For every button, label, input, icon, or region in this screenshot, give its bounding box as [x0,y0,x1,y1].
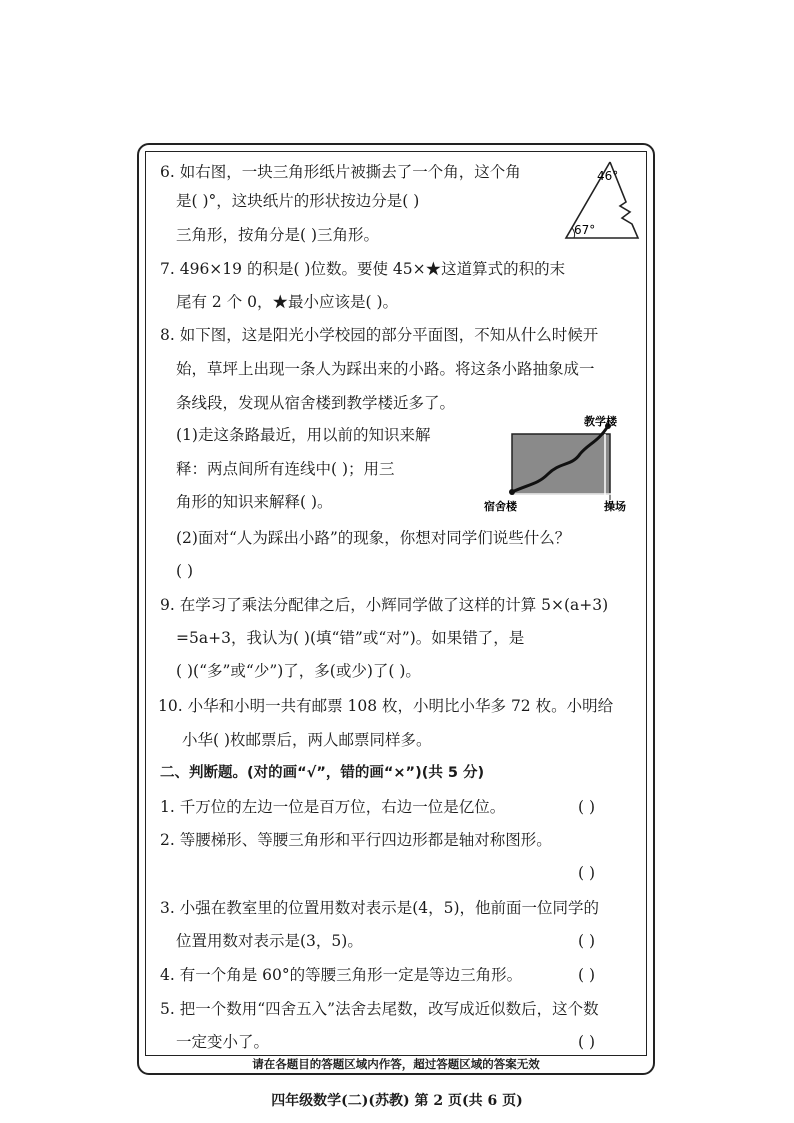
judge-3-text-2: 位置用数对表示是(3，5)。 [176,932,363,950]
judge-2-answer: ( ) [578,864,596,882]
triangle-angle-top: 46° [597,169,619,183]
judge-4-answer: ( ) [578,966,596,984]
judge-4-text: 4. 有一个角是 60°的等腰三角形一定是等边三角形。 [160,966,523,984]
judge-1-text: 1. 千万位的左边一位是百万位，右边一位是亿位。 [160,798,506,816]
q10-line-1: 10. 小华和小明一共有邮票 108 枚，小明比小华多 72 枚。小明给 [158,697,614,715]
campus-map-figure [480,414,640,516]
q9-line-3: ( )(“多”或“少”)了，多(或少)了( )。 [176,662,421,680]
q9-line-1: 9. 在学习了乘法分配律之后，小辉同学做了这样的计算 5×(a+3) [160,596,609,614]
q8-line-1: 8. 如下图，这是阳光小学校园的部分平面图，不知从什么时候开 [160,326,599,344]
q8-line-5: 释：两点间所有连线中( )；用三 [176,460,395,478]
q6-line-1: 6. 如右图，一块三角形纸片被撕去了一个角，这个角 [160,163,521,181]
label-playground: 操场 [604,500,626,513]
q9-line-2: =5a+3，我认为( )(填“错”或“对”)。如果错了，是 [176,629,525,647]
judge-5-text-2: 一定变小了。 [176,1033,270,1051]
q7-line-1: 7. 496×19 的积是( )位数。要使 45×★这道算式的积的末 [160,260,566,278]
q8-line-7: (2)面对“人为踩出小路”的现象，你想对同学们说些什么？ [176,529,571,547]
q8-line-8: ( ) [176,562,194,580]
q6-line-3: 三角形，按角分是( )三角形。 [176,226,380,244]
label-dormitory: 宿舍楼 [484,500,517,513]
section-2-title: 二、判断题。(对的画“√”，错的画“×”)(共 5 分) [160,765,485,781]
judge-3-answer: ( ) [578,932,596,950]
q8-line-2: 始，草坪上出现一条人为踩出来的小路。将这条小路抽象成一 [176,360,595,378]
judge-3-text-1: 3. 小强在教室里的位置用数对表示是(4，5)，他前面一位同学的 [160,899,600,917]
q10-line-2: 小华( )枚邮票后，两人邮票同样多。 [182,731,432,749]
q8-line-6: 角形的知识来解释( )。 [176,493,333,511]
judge-1-answer: ( ) [578,798,596,816]
judge-5-answer: ( ) [578,1033,596,1051]
q8-line-3: 条线段，发现从宿舍楼到教学楼近多了。 [176,394,456,412]
answer-area-notice: 请在各题目的答题区域内作答，超过答题区域的答案无效 [252,1057,540,1071]
label-teaching-building: 教学楼 [584,415,617,428]
triangle-angle-left: 67° [574,223,596,237]
q7-line-2: 尾有 2 个 0，★最小应该是( )。 [176,293,399,311]
judge-2-text: 2. 等腰梯形、等腰三角形和平行四边形都是轴对称图形。 [160,831,552,849]
judge-5-text-1: 5. 把一个数用“四舍五入”法舍去尾数，改写成近似数后，这个数 [160,1000,599,1018]
q8-line-4: (1)走这条路最近，用以前的知识来解 [176,426,431,444]
page-footer: 四年级数学(二)(苏教) 第 2 页(共 6 页) [271,1093,523,1109]
torn-triangle-figure [560,158,642,243]
q6-line-2: 是( )°，这块纸片的形状按边分是( ) [176,192,420,210]
